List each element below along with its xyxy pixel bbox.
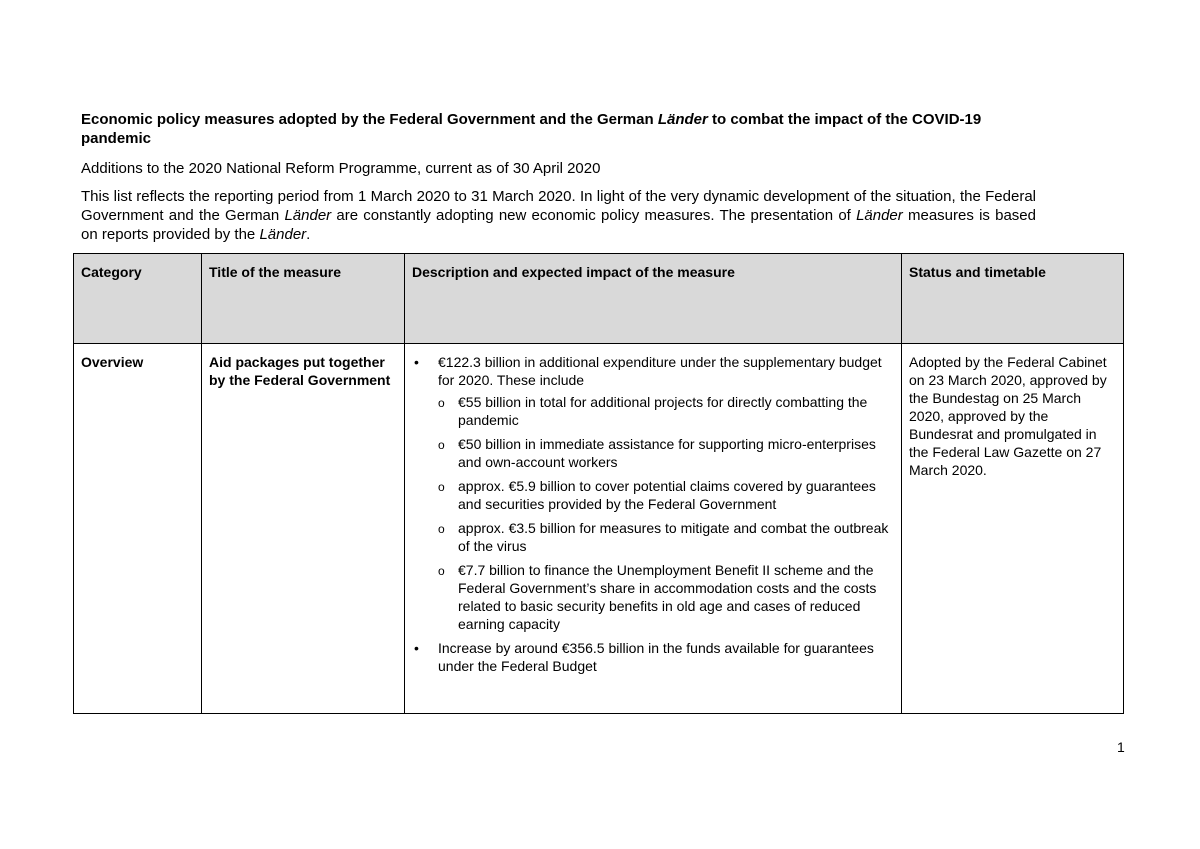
title-text: Economic policy measures adopted by the Federal Government and the German <box>81 111 658 128</box>
cell-category: Overview <box>74 344 202 714</box>
list-item <box>412 353 894 633</box>
intro-text-2: are constantly adopting new economic policy measures. The presentation of <box>331 207 857 224</box>
header-category: Category <box>74 254 202 344</box>
sub-list-item: o €50 billion in immediate assistance for supporting micro-enterprises and own-account workers <box>438 435 894 471</box>
measures-table <box>73 253 1124 714</box>
cell-status: Adopted by the Federal Cabinet on 23 March 2020, approved by the Bundestag on 25 March 2020, approved by the Bundesrat and promulgated in the Federal Law Gazette on 27 March 2020. <box>902 344 1124 714</box>
intro-italic-2: Länder <box>856 207 903 224</box>
page-number: 1 <box>1117 739 1125 755</box>
document-subtitle: Additions to the 2020 National Reform Programme, current as of 30 April 2020 <box>81 160 601 177</box>
sub-list-item: o €7.7 billion to finance the Unemployment Benefit II scheme and the Federal Government’s share in accommodation costs and the costs related to basic security benefits in old age and cases of reduced earning capacity <box>438 561 894 633</box>
header-title: Title of the measure <box>202 254 405 344</box>
title-text-end: to combat the impact of the COVID-19 pandemic <box>81 111 982 147</box>
sub-bullet-list <box>438 393 894 633</box>
intro-text-3: measures is based on reports provided by the <box>81 207 1036 243</box>
sub-list-item: o approx. €5.9 billion to cover potential claims covered by guarantees and securities provided by the Federal Government <box>438 477 894 513</box>
intro-paragraph <box>81 187 1036 244</box>
header-description: Description and expected impact of the measure <box>405 254 902 344</box>
table-row <box>74 344 1124 714</box>
title-italic-text: Länder <box>657 111 708 128</box>
intro-text-1: This list reflects the reporting period from 1 March 2020 to 31 March 2020. In light of the very dynamic development of the situation, the Federal Government and the German <box>81 188 1036 224</box>
table-header-row <box>74 254 1124 344</box>
intro-italic-1: Länder <box>284 207 332 224</box>
list-item: • Increase by around €356.5 billion in the funds available for guarantees under the Federal Budget <box>412 639 894 675</box>
cell-title: Aid packages put together by the Federal Government <box>202 344 405 714</box>
cell-description <box>405 344 902 714</box>
sub-list-item: o approx. €3.5 billion for measures to mitigate and combat the outbreak of the virus <box>438 519 894 555</box>
header-status: Status and timetable <box>902 254 1124 344</box>
bullet-list <box>412 353 894 675</box>
bullet-text: €122.3 billion in additional expenditure under the supplementary budget for 2020. These include <box>438 354 882 388</box>
intro-text-4: . <box>306 226 311 243</box>
sub-list-item: o €55 billion in total for additional projects for directly combatting the pandemic <box>438 393 894 429</box>
intro-italic-3: Länder <box>259 226 307 243</box>
document-title <box>81 110 1041 148</box>
